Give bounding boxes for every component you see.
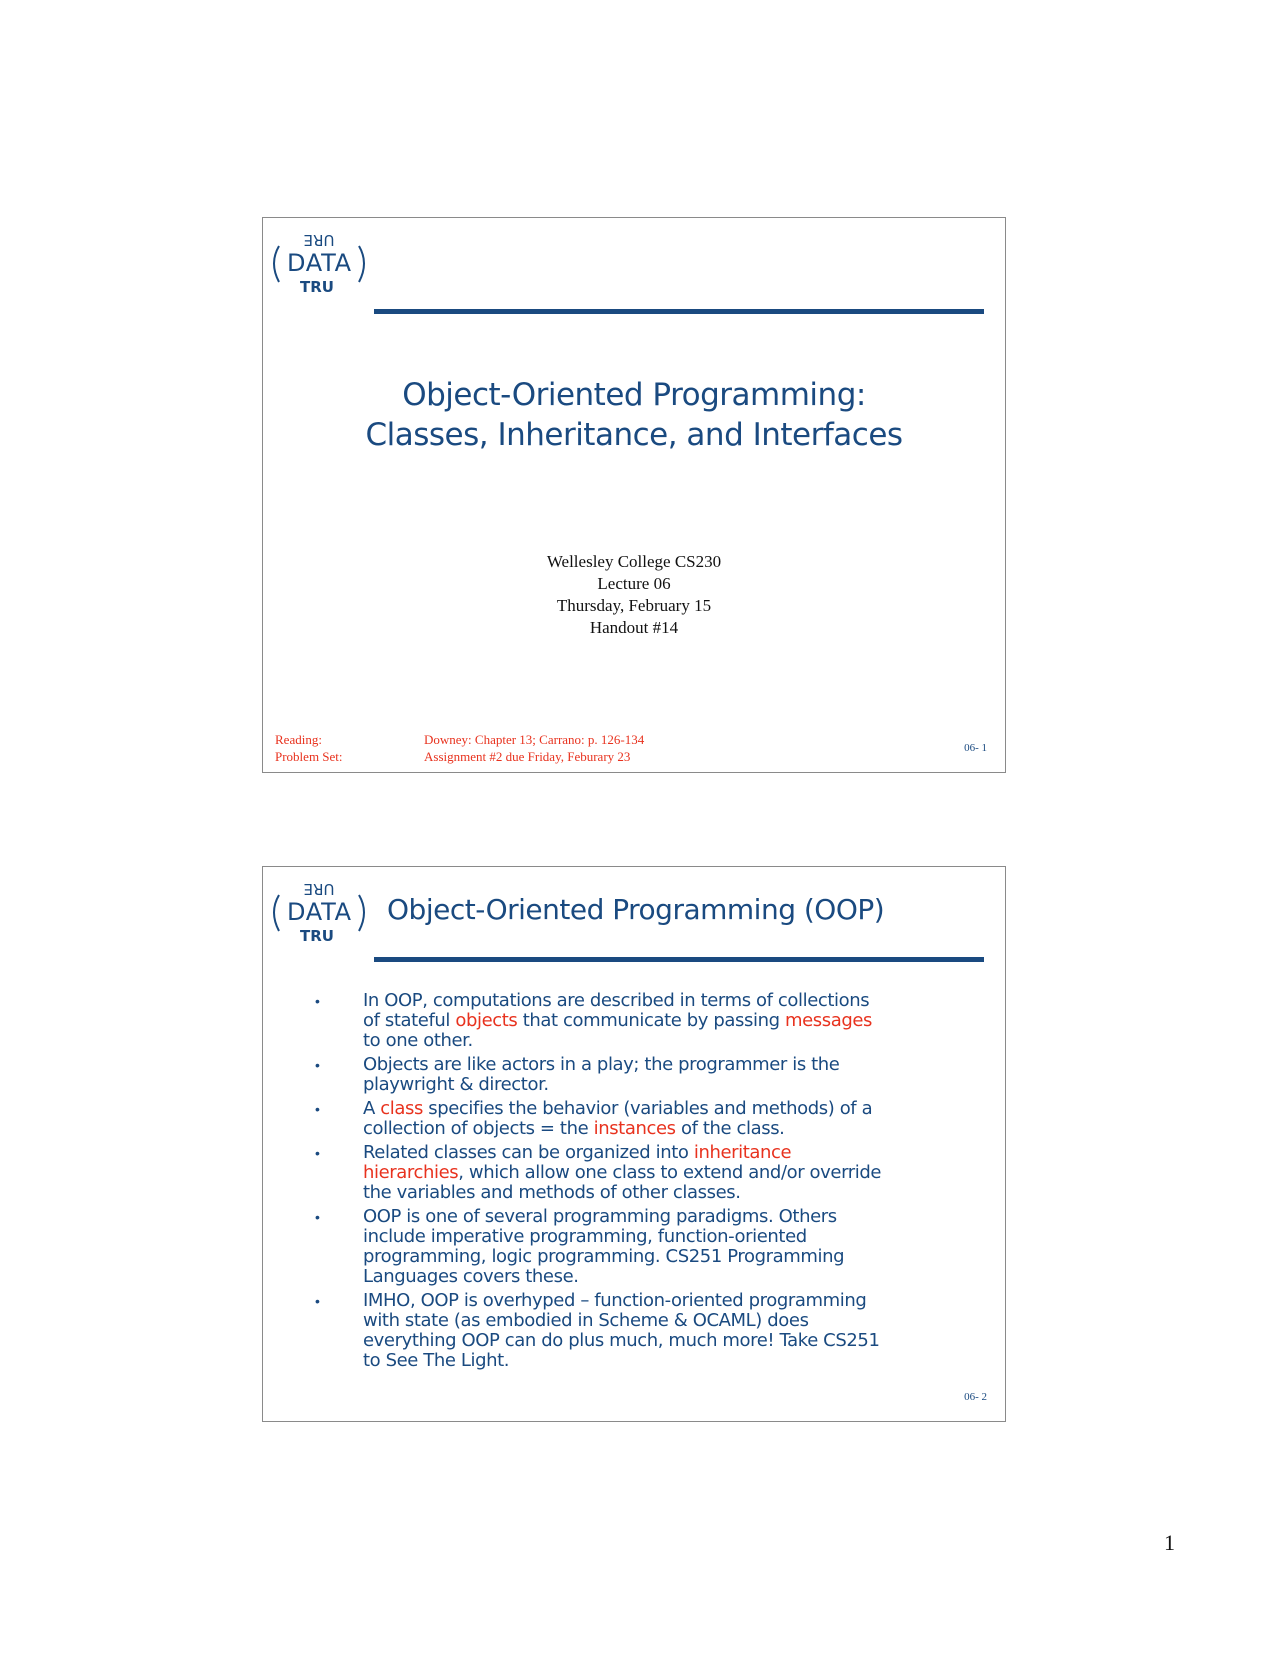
bullet-line — [363, 1291, 965, 1311]
text-segment: playwright & director. — [363, 1074, 549, 1095]
bullet-item — [315, 991, 965, 1051]
text-segment: , which allow one class to extend and/or override — [458, 1162, 882, 1183]
svg-text:URE: URE — [303, 231, 335, 249]
bullet-line — [363, 1163, 965, 1183]
bullet-icon: • — [315, 1293, 320, 1309]
lecture-info — [263, 551, 1005, 639]
bullet-icon: • — [315, 1101, 320, 1117]
bullet-line — [363, 1055, 965, 1075]
lecture-number: Lecture 06 — [597, 574, 671, 593]
bullet-line — [363, 1011, 965, 1031]
bullet-line — [363, 1331, 965, 1351]
bullet-line — [363, 1183, 965, 1203]
text-segment: everything OOP can do plus much, much more! Take CS251 — [363, 1330, 880, 1351]
bullet-item — [315, 1291, 965, 1371]
footer-values — [424, 731, 644, 765]
bullet-line — [363, 1207, 965, 1227]
bullet-line — [363, 1267, 965, 1287]
bullet-line — [363, 1351, 965, 1371]
reading-value: Downey: Chapter 13; Carrano: p. 126-134 — [424, 732, 645, 747]
text-segment: Objects are like actors in a play; the programmer is the — [363, 1054, 840, 1075]
text-segment: Related classes can be organized into — [363, 1142, 694, 1163]
bullet-line — [363, 1311, 965, 1331]
title-rule — [374, 309, 984, 314]
slide-title — [263, 375, 1005, 455]
slide-2 — [262, 866, 1006, 1422]
bullet-line — [363, 1075, 965, 1095]
problem-set-value: Assignment #2 due Friday, Feburary 23 — [424, 749, 631, 764]
svg-text:DATA: DATA — [287, 249, 351, 277]
text-segment: of stateful — [363, 1010, 456, 1031]
text-segment: of the class. — [675, 1118, 785, 1139]
text-segment: that communicate by passing — [517, 1010, 785, 1031]
bullet-line — [363, 1143, 965, 1163]
bullet-line — [363, 1031, 965, 1051]
bullet-list — [315, 991, 965, 1375]
svg-text:DATA: DATA — [287, 898, 351, 926]
footer-labels — [275, 731, 343, 765]
slide-page-number: 06- 2 — [964, 1391, 987, 1403]
bullet-line — [363, 1227, 965, 1247]
text-segment: collection of objects = the — [363, 1118, 594, 1139]
bullet-icon: • — [315, 1209, 320, 1225]
bullet-line — [363, 1247, 965, 1267]
title-line: Classes, Inheritance, and Interfaces — [365, 417, 903, 453]
text-segment: Languages covers these. — [363, 1266, 579, 1287]
bullet-icon: • — [315, 1057, 320, 1073]
bullet-item — [315, 1055, 965, 1095]
bullet-line — [363, 991, 965, 1011]
slide-1 — [262, 217, 1006, 773]
bullet-icon: • — [315, 1145, 320, 1161]
page-number: 1 — [1164, 1530, 1175, 1555]
bullet-item — [315, 1099, 965, 1139]
title-line: Object-Oriented Programming: — [402, 377, 866, 413]
handout-number: Handout #14 — [589, 618, 679, 637]
data-structures-logo-icon — [267, 228, 371, 298]
course-name: Wellesley College CS230 — [546, 552, 722, 571]
text-segment: include imperative programming, function-oriented — [363, 1226, 807, 1247]
text-segment: programming, logic programming. CS251 Programming — [363, 1246, 845, 1267]
reading-label: Reading: — [275, 732, 322, 747]
highlighted-term: objects — [455, 1010, 518, 1031]
bullet-line — [363, 1119, 965, 1139]
data-structures-logo-icon — [267, 877, 371, 947]
title-rule — [374, 957, 984, 962]
text-segment: the variables and methods of other classes. — [363, 1182, 741, 1203]
highlighted-term: messages — [784, 1010, 873, 1031]
text-segment: specifies the behavior (variables and methods) of a — [422, 1098, 873, 1119]
text-segment: In OOP, computations are described in terms of collections — [363, 990, 870, 1011]
slide-page-number: 06- 1 — [964, 742, 987, 754]
bullet-line — [363, 1099, 965, 1119]
text-segment: to See The Light. — [363, 1350, 510, 1371]
lecture-date: Thursday, February 15 — [556, 596, 712, 615]
svg-text:TRU: TRU — [300, 927, 334, 945]
highlighted-term: instances — [593, 1118, 676, 1139]
svg-text:TRU: TRU — [300, 278, 334, 296]
bullet-item — [315, 1143, 965, 1203]
problem-set-label: Problem Set: — [275, 749, 343, 764]
text-segment: A — [363, 1098, 381, 1119]
highlighted-term: class — [380, 1098, 423, 1119]
svg-text:URE: URE — [303, 880, 335, 898]
text-segment: OOP is one of several programming paradigms. Others — [363, 1206, 837, 1227]
text-segment: IMHO, OOP is overhyped – function-oriented programming — [363, 1290, 867, 1311]
text-segment: to one other. — [363, 1030, 473, 1051]
bullet-icon: • — [315, 993, 320, 1009]
bullet-item — [315, 1207, 965, 1287]
text-segment: with state (as embodied in Scheme & OCAML) does — [363, 1310, 809, 1331]
highlighted-term: hierarchies — [363, 1162, 459, 1183]
highlighted-term: inheritance — [693, 1142, 792, 1163]
slide-title: Object-Oriented Programming (OOP) — [387, 893, 885, 926]
